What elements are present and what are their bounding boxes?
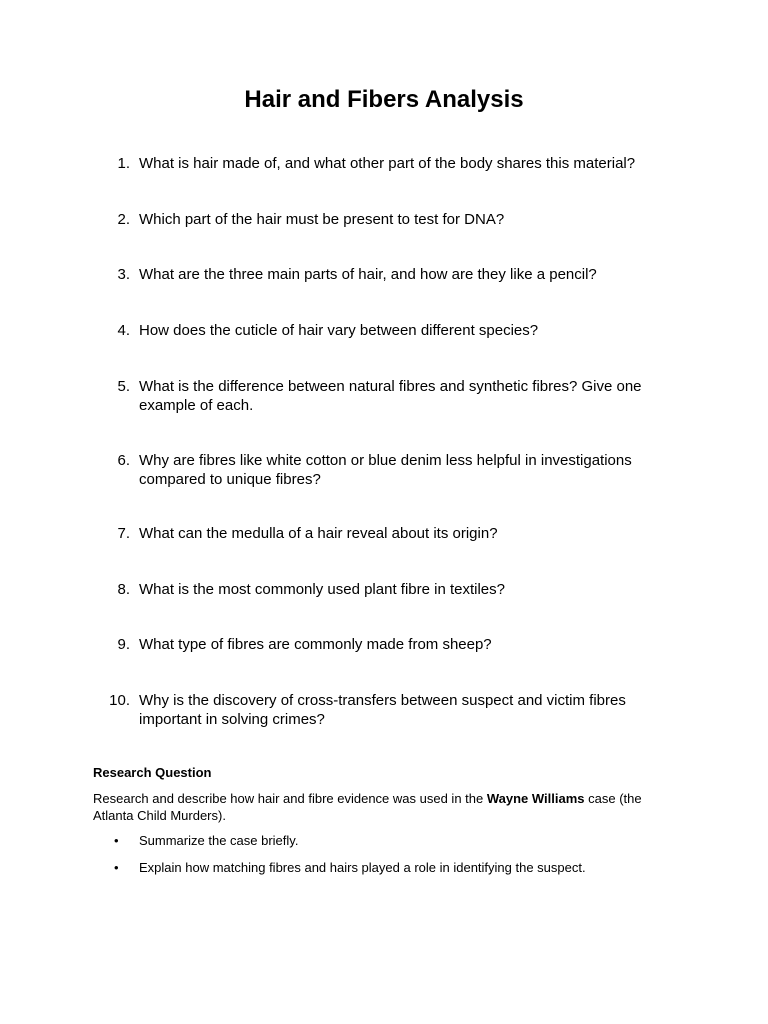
question-text: What are the three main parts of hair, and how are they like a pencil? [139,266,597,283]
bullet-icon: • [114,833,119,848]
research-intro [93,790,683,824]
bullet-text: Explain how matching fibres and hairs played a role in identifying the suspect. [139,860,586,875]
question-text: What can the medulla of a hair reveal about its origin? [139,525,498,542]
question-number: 10. [109,692,130,709]
research-intro-end: case (the Atlanta Child Murders). [93,791,642,823]
question-text: Which part of the hair must be present to test for DNA? [139,211,505,228]
question-text: What is the difference between natural fibres and synthetic fibres? Give one example of each. [139,378,642,414]
question-text: What type of fibres are commonly made from sheep? [139,636,492,653]
question-text: What is the most commonly used plant fibre in textiles? [139,581,505,598]
bullet-text: Summarize the case briefly. [139,833,299,848]
question-text: How does the cuticle of hair vary between different species? [139,322,539,339]
research-intro-bold: Wayne Williams [486,791,585,806]
research-intro-start: Research and describe how hair and fibre evidence was used in the [93,791,487,806]
question-number: 9. [117,636,130,653]
question-number: 1. [117,155,130,172]
research-heading: Research Question [93,765,212,780]
question-number: 7. [117,525,130,542]
question-number: 2. [117,211,130,228]
page-title: Hair and Fibers Analysis [244,86,524,113]
question-number: 4. [117,322,130,339]
question-number: 5. [117,378,130,395]
question-text: Why is the discovery of cross-transfers between suspect and victim fibres important in solving crimes? [139,692,626,728]
question-number: 8. [117,581,130,598]
question-number: 6. [117,452,130,469]
question-text: What is hair made of, and what other part of the body shares this material? [139,155,636,172]
bullet-icon: • [114,860,119,875]
question-number: 3. [117,266,130,283]
question-text: Why are fibres like white cotton or blue denim less helpful in investigations compared to unique fibres? [139,452,632,488]
